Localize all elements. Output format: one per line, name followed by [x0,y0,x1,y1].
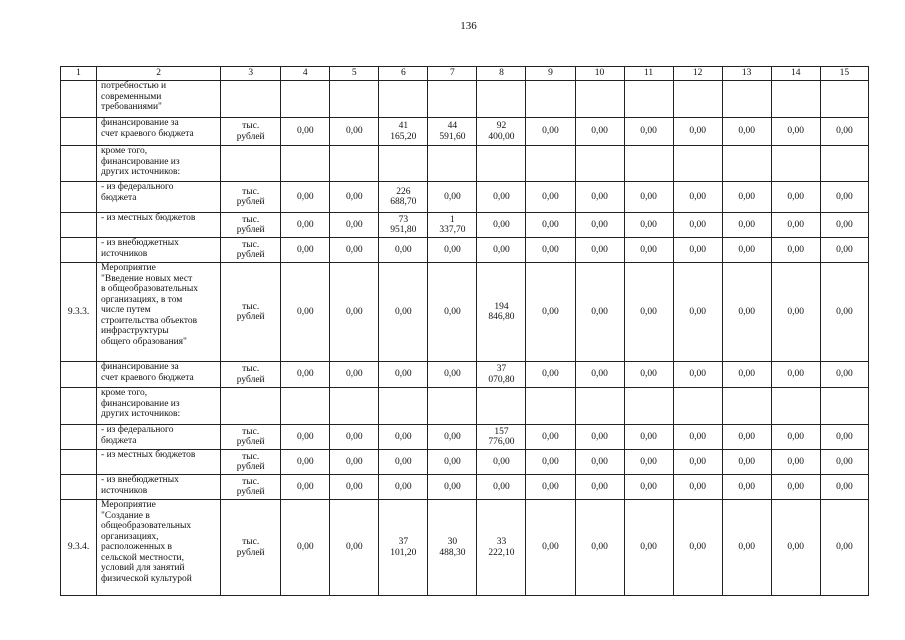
value-cell: 0,00 [281,182,330,213]
value-cell: 0,00 [820,362,868,388]
header-cell: 2 [97,67,221,81]
unit-cell: тыс. рублей [221,362,281,388]
value-cell: 0,00 [281,263,330,362]
value-cell: 0,00 [722,213,771,238]
value-cell: 0,00 [722,118,771,146]
value-cell: 0,00 [820,213,868,238]
value-cell: 0,00 [771,500,820,596]
value-cell: 0,00 [477,182,526,213]
value-cell: 0,00 [722,475,771,500]
value-cell: 0,00 [330,450,379,475]
value-cell: 0,00 [575,263,624,362]
value-cell: 37 070,80 [477,362,526,388]
value-cell: 0,00 [379,475,428,500]
value-cell: 0,00 [526,425,575,450]
row-label-cell: кроме того, финансирование из других источников: [97,146,221,182]
value-cell: 157 776,00 [477,425,526,450]
value-cell [722,81,771,118]
value-cell [526,146,575,182]
header-cell: 3 [221,67,281,81]
header-cell: 4 [281,67,330,81]
value-cell: 0,00 [673,238,722,263]
value-cell: 0,00 [428,450,477,475]
value-cell: 0,00 [624,182,673,213]
table-row [61,425,869,450]
value-cell: 0,00 [575,500,624,596]
value-cell: 0,00 [722,450,771,475]
value-cell [624,81,673,118]
value-cell: 0,00 [526,500,575,596]
table-body [61,67,869,596]
value-cell [575,81,624,118]
value-cell: 0,00 [624,475,673,500]
header-cell: 12 [673,67,722,81]
value-cell: 1 337,70 [428,213,477,238]
value-cell: 0,00 [673,263,722,362]
value-cell: 0,00 [428,425,477,450]
value-cell [771,146,820,182]
value-cell: 194 846,80 [477,263,526,362]
value-cell: 0,00 [330,213,379,238]
value-cell: 0,00 [771,238,820,263]
value-cell [428,146,477,182]
value-cell: 0,00 [820,450,868,475]
value-cell: 0,00 [771,450,820,475]
value-cell: 0,00 [526,238,575,263]
row-label-cell: - из внебюджетных источников [97,238,221,263]
value-cell: 0,00 [330,425,379,450]
value-cell [722,146,771,182]
table-row [61,263,869,362]
row-number-cell [61,425,97,450]
row-label-cell: Мероприятие "Создание в общеобразовательных организациях, расположенных в сельской местности, условий для занятий физической культурой [97,500,221,596]
table-row [61,118,869,146]
header-cell: 10 [575,67,624,81]
value-cell: 0,00 [722,238,771,263]
row-number-cell [61,362,97,388]
value-cell: 0,00 [281,450,330,475]
value-cell [624,388,673,425]
value-cell: 0,00 [820,182,868,213]
value-cell: 0,00 [428,263,477,362]
value-cell: 0,00 [722,500,771,596]
unit-cell: тыс. рублей [221,425,281,450]
row-number-cell [61,182,97,213]
header-cell: 13 [722,67,771,81]
value-cell: 0,00 [624,118,673,146]
table-row [61,500,869,596]
value-cell [379,81,428,118]
unit-cell [221,388,281,425]
value-cell: 44 591,60 [428,118,477,146]
value-cell: 0,00 [428,475,477,500]
value-cell: 0,00 [771,263,820,362]
row-label-cell: - из внебюджетных источников [97,475,221,500]
value-cell [477,388,526,425]
value-cell: 0,00 [281,118,330,146]
value-cell: 0,00 [575,425,624,450]
row-label-cell: - из местных бюджетов [97,450,221,475]
unit-cell: тыс. рублей [221,118,281,146]
value-cell [330,388,379,425]
value-cell: 0,00 [771,475,820,500]
value-cell: 226 688,70 [379,182,428,213]
header-cell: 1 [61,67,97,81]
value-cell: 0,00 [428,362,477,388]
row-number-cell: 9.3.4. [61,500,97,596]
unit-cell: тыс. рублей [221,182,281,213]
value-cell: 0,00 [526,263,575,362]
value-cell: 0,00 [673,213,722,238]
value-cell: 0,00 [330,500,379,596]
value-cell: 0,00 [379,425,428,450]
value-cell [575,388,624,425]
table-row [61,238,869,263]
unit-cell: тыс. рублей [221,263,281,362]
value-cell: 73 951,80 [379,213,428,238]
row-label-cell: - из федерального бюджета [97,182,221,213]
page-number: 136 [460,20,477,32]
value-cell: 0,00 [624,213,673,238]
value-cell: 0,00 [575,213,624,238]
value-cell: 0,00 [771,425,820,450]
value-cell: 0,00 [575,238,624,263]
value-cell: 0,00 [624,500,673,596]
value-cell: 0,00 [575,450,624,475]
value-cell: 0,00 [477,450,526,475]
header-cell: 7 [428,67,477,81]
unit-cell: тыс. рублей [221,213,281,238]
value-cell: 92 400,00 [477,118,526,146]
value-cell: 0,00 [771,213,820,238]
unit-cell: тыс. рублей [221,475,281,500]
value-cell: 0,00 [526,450,575,475]
row-number-cell [61,118,97,146]
value-cell: 0,00 [820,263,868,362]
value-cell: 0,00 [281,362,330,388]
value-cell: 0,00 [673,500,722,596]
unit-cell: тыс. рублей [221,238,281,263]
row-label-cell: кроме того, финансирование из других источников: [97,388,221,425]
header-cell: 11 [624,67,673,81]
row-number-cell [61,475,97,500]
table-row [61,81,869,118]
value-cell: 0,00 [820,425,868,450]
value-cell: 0,00 [330,362,379,388]
value-cell [771,388,820,425]
value-cell [673,388,722,425]
value-cell: 0,00 [526,118,575,146]
value-cell: 0,00 [281,425,330,450]
value-cell [379,146,428,182]
value-cell: 0,00 [526,475,575,500]
value-cell: 0,00 [820,238,868,263]
value-cell: 0,00 [820,475,868,500]
value-cell [428,81,477,118]
value-cell: 0,00 [281,475,330,500]
unit-cell [221,81,281,118]
value-cell: 0,00 [379,450,428,475]
header-cell: 8 [477,67,526,81]
unit-cell: тыс. рублей [221,500,281,596]
row-label-cell: Мероприятие "Введение новых мест в общеобразовательных организациях, в том числе путем строительства объектов инфраструктуры общего образования" [97,263,221,362]
row-number-cell: 9.3.3. [61,263,97,362]
value-cell [673,81,722,118]
value-cell: 0,00 [330,238,379,263]
value-cell: 0,00 [673,425,722,450]
value-cell [575,146,624,182]
row-number-cell [61,213,97,238]
value-cell: 0,00 [428,238,477,263]
value-cell [526,388,575,425]
row-number-cell [61,450,97,475]
value-cell: 0,00 [379,263,428,362]
row-label-cell: финансирование за счет краевого бюджета [97,118,221,146]
value-cell: 0,00 [575,182,624,213]
value-cell: 0,00 [722,263,771,362]
value-cell: 0,00 [624,263,673,362]
table-row [61,388,869,425]
value-cell: 41 165,20 [379,118,428,146]
row-label-cell: финансирование за счет краевого бюджета [97,362,221,388]
value-cell: 0,00 [379,362,428,388]
value-cell: 33 222,10 [477,500,526,596]
header-row [61,67,869,81]
value-cell [477,146,526,182]
row-label-cell: - из федерального бюджета [97,425,221,450]
header-cell: 6 [379,67,428,81]
value-cell: 0,00 [673,475,722,500]
value-cell [820,146,868,182]
header-cell: 9 [526,67,575,81]
value-cell [379,388,428,425]
header-cell: 14 [771,67,820,81]
value-cell [771,81,820,118]
value-cell: 0,00 [820,500,868,596]
value-cell: 0,00 [673,362,722,388]
table-row [61,362,869,388]
value-cell [624,146,673,182]
value-cell: 0,00 [722,182,771,213]
value-cell [281,146,330,182]
value-cell: 0,00 [330,475,379,500]
value-cell: 0,00 [673,450,722,475]
value-cell: 0,00 [624,425,673,450]
row-number-cell [61,81,97,118]
row-label-cell: потребностью и современными требованиями" [97,81,221,118]
value-cell: 0,00 [673,182,722,213]
value-cell: 0,00 [281,238,330,263]
value-cell [820,81,868,118]
value-cell: 0,00 [526,362,575,388]
row-number-cell [61,388,97,425]
value-cell [477,81,526,118]
value-cell: 0,00 [575,362,624,388]
value-cell: 0,00 [722,362,771,388]
value-cell: 0,00 [379,238,428,263]
value-cell: 0,00 [330,263,379,362]
value-cell: 0,00 [575,475,624,500]
table-row [61,146,869,182]
value-cell: 0,00 [330,118,379,146]
value-cell [428,388,477,425]
value-cell: 0,00 [526,182,575,213]
value-cell: 30 488,30 [428,500,477,596]
value-cell: 0,00 [771,362,820,388]
value-cell: 0,00 [477,213,526,238]
value-cell: 0,00 [820,118,868,146]
row-number-cell [61,146,97,182]
value-cell [722,388,771,425]
row-number-cell [61,238,97,263]
value-cell: 0,00 [526,213,575,238]
unit-cell: тыс. рублей [221,450,281,475]
value-cell: 0,00 [624,238,673,263]
value-cell: 37 101,20 [379,500,428,596]
row-label-cell: - из местных бюджетов [97,213,221,238]
value-cell [526,81,575,118]
value-cell: 0,00 [575,118,624,146]
budget-table [60,66,869,596]
value-cell [281,81,330,118]
value-cell [330,81,379,118]
value-cell: 0,00 [624,450,673,475]
value-cell: 0,00 [722,425,771,450]
header-cell: 15 [820,67,868,81]
value-cell [281,388,330,425]
value-cell: 0,00 [428,182,477,213]
value-cell: 0,00 [477,238,526,263]
value-cell: 0,00 [281,213,330,238]
table-row [61,213,869,238]
header-cell: 5 [330,67,379,81]
value-cell [330,146,379,182]
table-row [61,182,869,213]
value-cell: 0,00 [673,118,722,146]
value-cell: 0,00 [281,500,330,596]
table-row [61,475,869,500]
value-cell [673,146,722,182]
value-cell: 0,00 [330,182,379,213]
value-cell: 0,00 [477,475,526,500]
value-cell: 0,00 [771,182,820,213]
unit-cell [221,146,281,182]
value-cell: 0,00 [624,362,673,388]
table-row [61,450,869,475]
value-cell [820,388,868,425]
value-cell: 0,00 [771,118,820,146]
